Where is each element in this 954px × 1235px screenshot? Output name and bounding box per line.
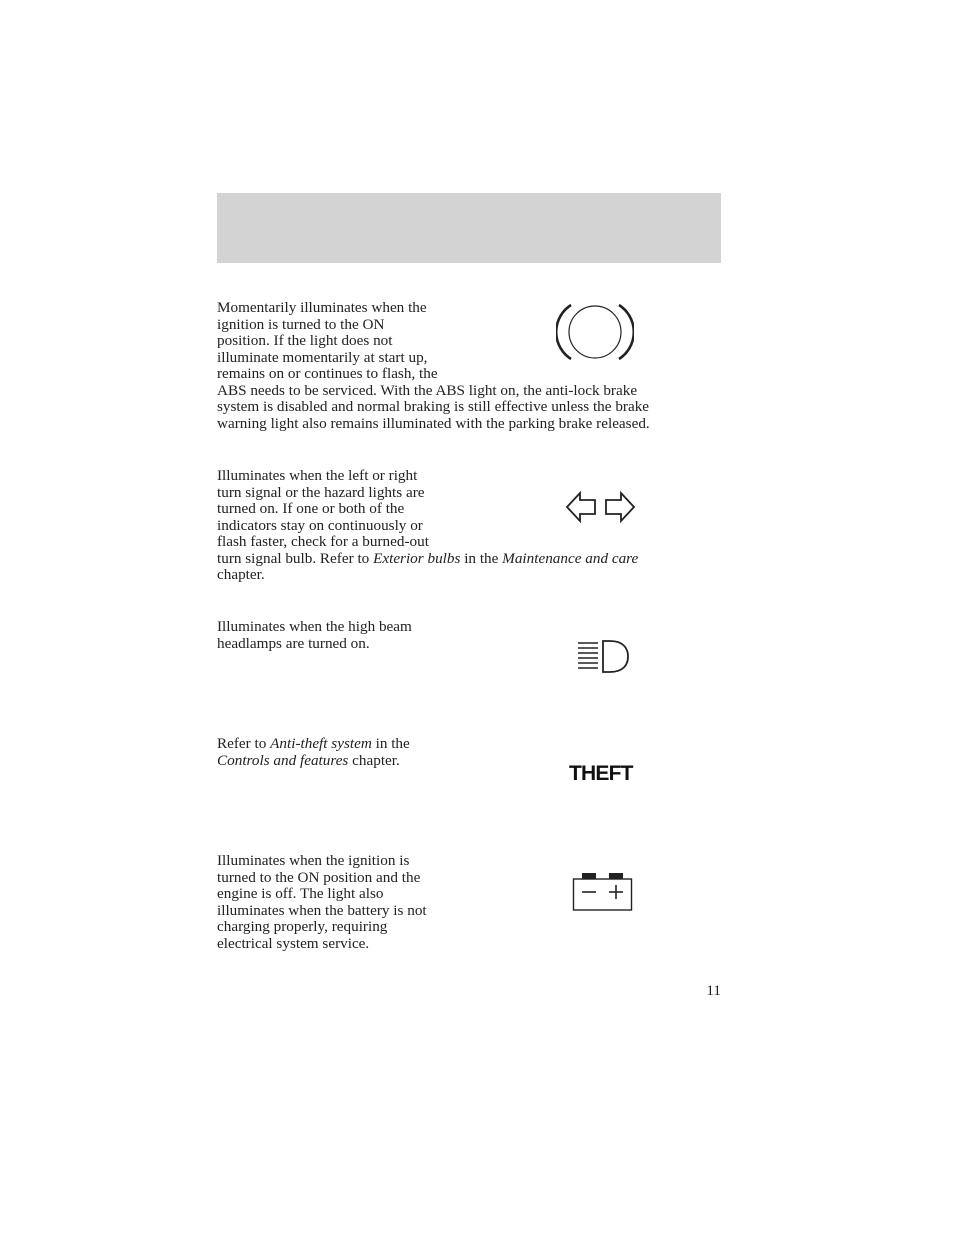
turn-signal-arrows-icon xyxy=(565,490,637,524)
high-beam-icon xyxy=(576,640,630,674)
maintenance-chapter-reference: Maintenance and care xyxy=(502,549,639,567)
turn-signal-description-lead: Illuminates when the left or right turn signal or the hazard lights are turned on. If one or both of the indicators stay on continuously or flash faster, check for a burned-out xyxy=(217,467,429,550)
high-beam-description: Illuminates when the high beam headlamps are turned on. xyxy=(217,618,412,652)
turn-signal-section xyxy=(217,468,721,584)
turn-signal-text-pre: turn signal bulb. Refer to xyxy=(217,549,374,567)
theft-text-mid: in the xyxy=(371,735,410,752)
turn-signal-text-mid: in the xyxy=(460,549,503,567)
theft-text-pre: Refer to xyxy=(217,735,271,752)
abs-warning-section xyxy=(217,300,721,432)
abs-warning-icon xyxy=(556,300,634,364)
turn-signal-text-post: chapter. xyxy=(217,566,265,583)
abs-description-lead: Momentarily illuminates when the ignition is turned to the ON position. If the light does not illuminate momentarily at start up, remains on or continues to flash, the xyxy=(217,299,438,382)
charging-description: Illuminates when the ignition is turned to the ON position and the engine is off. The light also illuminates when the battery is not charging properly, requiring electrical system service. xyxy=(217,852,427,952)
abs-description-rest: ABS needs to be serviced. With the ABS light on, the anti-lock brake system is disabled and normal braking is still effective unless the brake warning light also remains illuminated with the parking brake released. xyxy=(217,381,650,432)
anti-theft-reference: Anti-theft system xyxy=(270,735,372,752)
theft-section xyxy=(217,736,721,769)
theft-description xyxy=(217,736,721,769)
high-beam-section xyxy=(217,619,721,652)
theft-text-post: chapter. xyxy=(348,751,400,769)
battery-icon xyxy=(571,871,635,913)
section-header-band xyxy=(217,193,721,263)
theft-indicator-icon: THEFT xyxy=(569,762,633,785)
charging-system-section xyxy=(217,853,721,952)
controls-chapter-reference: Controls and features xyxy=(217,751,349,769)
turn-signal-description-rest xyxy=(217,551,721,584)
page-number: 11 xyxy=(706,982,721,999)
exterior-bulbs-reference: Exterior bulbs xyxy=(373,549,461,567)
